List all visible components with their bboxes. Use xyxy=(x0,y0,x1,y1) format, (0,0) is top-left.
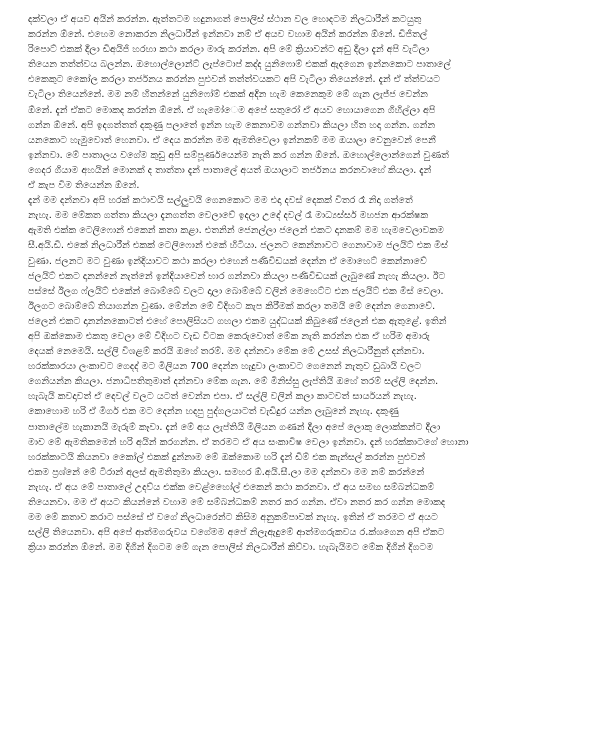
text-line: ක්‍රියා කරන්න ඕනේ. මම දිගින් දිගටම මේ ගැන පොලිස් නිලධාරීන් කිව්වා. හැබැයිමට මේක දිගින් දිගටම xyxy=(28,542,434,554)
text-line: ගන්න ඕනේ. අපි ඉදගත්තත් දකුණු පලාතේ ඉන්න හැම කෙනාවම ගන්නවා කියලා හිත හදා ගන්න. ගන්න xyxy=(28,119,436,131)
text-line: එකම ප්‍රශ්නේ මේ ටිරාන් අලස් ඇමතිතුමා කියලා. සමහර ඕ.අයි.සී.ලා මම දන්නවා මම නම් කරන්නේ xyxy=(28,466,425,478)
text-line: හැබැයි කවදාවත් ඒ දෙවල් වලට යටත් වෙන්න එපා. ඒ සල්ලි වලින් කලා කාටවත් සාර්යයන් නැහැ. xyxy=(28,391,417,403)
text-line: ඒ කැප විම තියෙන්න ඕනේ. xyxy=(28,180,140,192)
text-line: එකෙකුට කෙ‍ෝල කරලා තර්ජනය කරන්න පුළුවන් තත්ත්වයකට අපි වැටිලා තියෙන්නේ. දැන් ඒ ත්ත්වයට xyxy=(28,74,441,86)
body-text xyxy=(28,12,565,555)
text-line: ඊලගට බොම්බේ තියාගන්න වුණා. මේන්න මේ විදිහට කැප කිරීමක් කරලා තමයි මේ දෙන්න ගෙනාවේ. xyxy=(28,300,436,312)
text-line: සී.අයි.ඩී. එකේ නිලධාරීන් එකක් ටෙලිෆොන් එකේ හිටියා. ජලනට කෙන්නාවට ගෙනාවාම ජලයිට් එක මිස් xyxy=(28,240,448,252)
text-line: ඇමති එක්ක ටෙලිෆොන් එකෙන් කතා කළා. එතනින් ජෙනල්ලා ජලෙන් එකට දානකම් මම හැමවෙලාවකම xyxy=(28,225,445,237)
text-line: තියෙන තත්ත්වය බලන්න. ඔහොල්ලොන්ට් ලැප්ටොප් කද්ද යුනිෆොම් එකක් ඇදගෙන ඉන්නකොට පාතාලේ xyxy=(28,59,451,71)
text-line: ජලෙන් එකට දානන්නකොටත් එහේ පොලිසියට ගහලා එකම යුද්ධයක් කිබුණේ ජලෙන් එක ඇතුළේ. ඉතින් xyxy=(28,315,447,327)
text-line: වැටිලා තියෙන්නේ. මම නම් හිතන්නේ යුනිෆෝම් එකක් අදින හැම කෙනෙකුම මේ ගැන ලැජ්ජ වෙන්න xyxy=(28,89,428,101)
text-line: ගෙදර ගියාම අහයින් මොනක් ද තාත්තා දැන් පාතාලේ අයත් ඔයාලාට තර්ජනය කරනවාහේ කියලා. දැන් xyxy=(28,164,432,176)
text-line: දෙයක් නෙමෙයි. සල්ලි විශළම් කරයි ඔහේ තරම්. මම දන්නවා මේක මේ උසස් නිලධාරීනුත් දන්නවා. xyxy=(28,346,425,358)
text-line: ගෙනියන්න කියලා. ජනාධිපතිතුමාත් දන්නවා මේක ගැන. මේ මිනිස්සු ලැප්තියි ඔහේ තරම් සල්ලි දෙන්න. xyxy=(28,376,439,388)
text-line: සල්ලි තියෙනවා. අපි අපේ ආත්මගරුවය වගේමම අපේ නිලැඇදුමේ ආත්මගරුකවය ර.ක්ශගෙන අපි ඒකට xyxy=(28,527,445,539)
text-line: මම මේ කතාව කරාට පස්සේ ඒ වගේ නිලධාරෙන්ට කිසිම අනුකම්පාවක් නැහැ. ඉතින් ඒ තරමට ඒ අයට xyxy=(28,512,438,524)
text-line: රිපොට් එකක් දීලා ඩීඅයිජි හරහා කථා කරලා මාරු කරන්න. අපි මේ ක්‍රියාවන්ට අඩු දීලා දැන් අපි වැටිලා xyxy=(28,44,430,56)
text-line: දැන් මම දන්නවා අපි හරක් කථාවයි සල්ලුවයි ගෙනකොට මම එදා දවස් දෙකක් විතර රෑ නිදා ගත්තේ xyxy=(28,195,413,207)
text-line: වුණා. ජලනට මට වුණා ඉන්දියාවට කථා කරලා එහෙන් පණිවිඩයක් දෙන්න ඒ ‍‍මොහෙට් කෙන්නාවේ xyxy=(28,255,427,267)
text-line: ඉන්නවා. මේ පාතාලය වගේම කුඩු අපි සම්පූර්ණයෙන්ම නැති කර ගන්න ඕනේ. ඔහොල්ලොන්ගෙන් වුණත් xyxy=(28,149,449,161)
text-line: මාව මේ ඇමතිකමෙන් හරි අයින් කරගන්න. ඒ තරමට ඒ අය සංකාවිෂ වෙලා ඉන්නවා. දැන් හරක්කාටගේ හොනා xyxy=(28,436,469,448)
text-line: නැහැ. මම මේකත ගත්තා කියලා දැනගත්ත වෙලාවේ ඉදලා උදේ දවල් රෑ මාධ්‍යස්සර් මහජන ආරක්ෂක xyxy=(28,210,429,222)
text-line: තියෙනවා. මම ඒ අයට කියන්නේ වහාම මේ සම්බන්ධකම් නතර කර ගන්න. ඒවා නතර කර ගන්න මොකද xyxy=(28,497,446,508)
text-line: කරන්න ඕනේ. එහෙම නොකරන නිලධාරීන් ඉන්නවා නම් ඒ අයව වහාම අයින් කරන්න ඕනේ. ඩිජිතල් xyxy=(28,29,428,41)
text-line: කොහොම හරි ඒ මිගර් එක මට දෙන්න හදපු පුද්ගලයාටත් වැඩිදුර යන්න ලැබුනේ නැහැ. දකුණු xyxy=(28,406,399,418)
text-line: යනකොට හැමුවොත් හෙනවා. ඒ දෙය කරන්න මම ඇමතිවෙලා ඉන්නකම් මම ඔයාලා වෙනුවෙන් පෙනී xyxy=(28,134,436,146)
text-line: දක්වලා ඒ අයව අයින් කරන්න. ඇත්තටම හදුනාගත් පොලිස් ස්ථාන වල හොදටම නිලධාරීන් කටයුතු xyxy=(28,14,422,25)
text-line: හරක්කාරයා ලංකාවට ගෙදද් මට මිලියන 700 දෙන්න හැදුවා ලංකාවට ගෙනෙන් නැතුව ඩුබායි වලට xyxy=(28,361,422,373)
text-line: පාතාලේම හැකානයි මැරුම් කෑවා. දැන් මේ අය ලැප්තියි මිලියන ගණන් දීලා අපේ ලොකු ලොක්කන්ට දීලා xyxy=(28,421,441,433)
text-line: හරක්කාටයි කියනවා කෙ‍ෝල් එකක් දුන්නාම මේ ඔක්කොම හරි දැන් ඩීම් එක කැන්සල් කරන්න පුළුවන් xyxy=(28,451,426,463)
text-line: ජලයිට් එකට දානන්නේ නැත්නේ ඉන්දියාවෙන් භාර ගන්නවා කියලා පණිවිඩයක් ලැබුණේ නැහැ කියලා. ඊට xyxy=(28,270,446,282)
text-line: නැහැ. ඒ අය මේ පාතාලේ උදව්ය එක්ක වෙළ්හෙ‍ෝල් එකෙන් කථා කරනවා. ඒ අය සමඟ සම්බන්ධකම් xyxy=(28,481,435,493)
text-line: ඕනේ. දැන් ඒකට මොකද කරන්න ඕනේ. ඒ හැමෝ‍ෙම අපේ සතුරෝ ඒ අයව හොයාගෙන ගිහිල්ලා අපි xyxy=(28,104,436,116)
text-line: පස්සේ ඊලග ෆ්ලයිට් එකේන් බොම්බේ වලට දාලා බොම්බේ වලින් මෙහෙට්ට එන ජලයිට් එක මිස් වෙලා. xyxy=(28,285,444,297)
text-line: අපි ඔක්කොම එකතු වෙලා මේ විදිහට වැඩ විටක කෙරුවොත් මේක නැති කරන්න එක ඒ හරිම අමාරු xyxy=(28,330,430,342)
